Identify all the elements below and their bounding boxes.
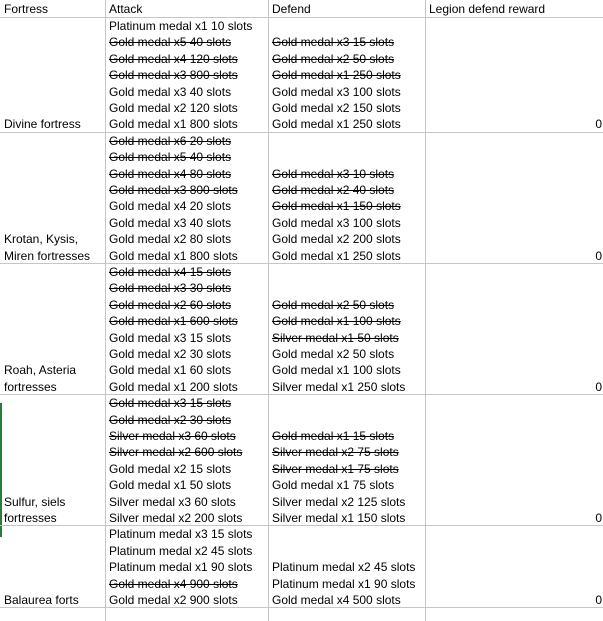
defend-cell[interactable]: Gold medal x3 15 slots xyxy=(272,35,395,50)
defend-cell[interactable]: Gold medal x2 50 slots xyxy=(272,347,395,361)
defend-cell[interactable]: Platinum medal x2 45 slots xyxy=(272,560,416,575)
defend-cell[interactable]: Gold medal x3 100 slots xyxy=(272,215,401,230)
attack-cell[interactable]: Gold medal x3 800 slots xyxy=(109,183,238,197)
defend-cell[interactable]: Gold medal x2 150 slots xyxy=(272,101,401,115)
fortress-name-cell[interactable]: Sulfur, siels xyxy=(4,494,66,509)
attack-cell[interactable]: Gold medal x2 15 slots xyxy=(109,461,232,476)
legion-defend-reward-cell[interactable]: 0 xyxy=(595,593,602,607)
defend-cell[interactable]: Gold medal x1 250 slots xyxy=(272,117,401,132)
attack-cell[interactable]: Gold medal x2 120 slots xyxy=(109,101,238,115)
attack-cell[interactable]: Platinum medal x1 90 slots xyxy=(109,560,253,575)
defend-cell[interactable]: Silver medal x1 75 slots xyxy=(272,461,399,476)
legion-defend-reward-cell[interactable]: 0 xyxy=(595,117,602,132)
attack-cell[interactable]: Platinum medal x3 15 slots xyxy=(109,527,253,542)
attack-cell[interactable]: Gold medal x2 80 slots xyxy=(109,232,232,247)
attack-cell[interactable]: Gold medal x6 20 slots xyxy=(109,133,232,148)
attack-cell[interactable]: Platinum medal x2 45 slots xyxy=(109,543,253,558)
fortress-name-cell[interactable]: Divine fortress xyxy=(4,117,81,132)
fortress-name-cell[interactable]: fortresses xyxy=(4,511,57,525)
defend-cell[interactable]: Gold medal x3 10 slots xyxy=(272,166,395,181)
defend-cell[interactable]: Gold medal x2 50 slots xyxy=(272,297,395,312)
attack-cell[interactable]: Gold medal x1 600 slots xyxy=(109,314,238,329)
defend-cell[interactable]: Gold medal x1 100 slots xyxy=(272,314,401,329)
attack-cell[interactable]: Gold medal x4 80 slots xyxy=(109,166,232,181)
attack-cell[interactable]: Gold medal x2 30 slots xyxy=(109,412,232,427)
attack-cell[interactable]: Gold medal x2 60 slots xyxy=(109,297,232,312)
attack-cell[interactable]: Gold medal x4 15 slots xyxy=(109,265,232,279)
defend-cell[interactable]: Silver medal x2 125 slots xyxy=(272,494,406,509)
defend-cell[interactable]: Gold medal x1 100 slots xyxy=(272,363,401,378)
row-divider xyxy=(0,525,603,526)
attack-cell[interactable]: Silver medal x3 60 slots xyxy=(109,429,236,443)
defend-cell[interactable]: Silver medal x2 75 slots xyxy=(272,445,399,460)
defend-cell[interactable]: Silver medal x1 250 slots xyxy=(272,379,406,394)
row-divider xyxy=(0,607,603,608)
row-divider xyxy=(0,263,603,264)
fortress-name-cell[interactable]: Krotan, Kysis, xyxy=(4,232,79,247)
defend-cell[interactable]: Gold medal x3 100 slots xyxy=(272,84,401,99)
attack-cell[interactable]: Gold medal x1 200 slots xyxy=(109,379,238,394)
attack-cell[interactable]: Gold medal x2 30 slots xyxy=(109,347,232,361)
defend-cell[interactable]: Gold medal x1 250 slots xyxy=(272,68,401,83)
column-divider xyxy=(105,0,106,621)
attack-cell[interactable]: Gold medal x1 800 slots xyxy=(109,248,238,263)
attack-cell[interactable]: Silver medal x3 60 slots xyxy=(109,494,236,509)
selection-edge xyxy=(0,403,2,537)
attack-cell[interactable]: Gold medal x4 900 slots xyxy=(109,576,238,591)
legion-defend-reward-cell[interactable]: 0 xyxy=(595,248,602,263)
legion-defend-reward-cell[interactable]: 0 xyxy=(595,511,602,525)
defend-cell[interactable]: Gold medal x2 200 slots xyxy=(272,232,401,247)
column-header-fortress[interactable]: Fortress xyxy=(4,2,49,16)
attack-cell[interactable]: Gold medal x5 40 slots xyxy=(109,35,232,50)
defend-cell[interactable]: Gold medal x4 500 slots xyxy=(272,593,401,607)
attack-cell[interactable]: Gold medal x3 800 slots xyxy=(109,68,238,83)
attack-cell[interactable]: Platinum medal x1 10 slots xyxy=(109,19,253,33)
column-divider xyxy=(425,0,426,621)
defend-cell[interactable]: Gold medal x2 40 slots xyxy=(272,183,395,197)
attack-cell[interactable]: Silver medal x2 600 slots xyxy=(109,445,243,460)
fortress-name-cell[interactable]: Roah, Asteria xyxy=(4,363,77,378)
column-header-legion-defend-reward[interactable]: Legion defend reward xyxy=(429,2,546,16)
attack-cell[interactable]: Gold medal x4 120 slots xyxy=(109,51,238,66)
column-header-attack[interactable]: Attack xyxy=(109,2,143,16)
defend-cell[interactable]: Silver medal x1 50 slots xyxy=(272,330,399,345)
attack-cell[interactable]: Gold medal x2 900 slots xyxy=(109,593,238,607)
attack-cell[interactable]: Silver medal x2 200 slots xyxy=(109,511,243,525)
attack-cell[interactable]: Gold medal x1 50 slots xyxy=(109,478,232,493)
defend-cell[interactable]: Gold medal x1 15 slots xyxy=(272,429,395,443)
defend-cell[interactable]: Gold medal x1 250 slots xyxy=(272,248,401,263)
fortress-name-cell[interactable]: Balaurea forts xyxy=(4,593,79,607)
fortress-name-cell[interactable]: Miren fortresses xyxy=(4,248,91,263)
attack-cell[interactable]: Gold medal x3 30 slots xyxy=(109,281,232,296)
row-divider xyxy=(0,394,603,395)
attack-cell[interactable]: Gold medal x1 800 slots xyxy=(109,117,238,132)
column-divider xyxy=(268,0,269,621)
row-divider xyxy=(0,132,603,133)
defend-cell[interactable]: Silver medal x1 150 slots xyxy=(272,511,406,525)
legion-defend-reward-cell[interactable]: 0 xyxy=(595,379,602,394)
attack-cell[interactable]: Gold medal x3 40 slots xyxy=(109,84,232,99)
defend-cell[interactable]: Gold medal x1 150 slots xyxy=(272,199,401,214)
attack-cell[interactable]: Gold medal x1 60 slots xyxy=(109,363,232,378)
defend-cell[interactable]: Gold medal x2 50 slots xyxy=(272,51,395,66)
fortress-name-cell[interactable]: fortresses xyxy=(4,379,57,394)
attack-cell[interactable]: Gold medal x3 15 slots xyxy=(109,330,232,345)
attack-cell[interactable]: Gold medal x4 20 slots xyxy=(109,199,232,214)
defend-cell[interactable]: Gold medal x1 75 slots xyxy=(272,478,395,493)
column-header-defend[interactable]: Defend xyxy=(272,2,311,16)
attack-cell[interactable]: Gold medal x3 15 slots xyxy=(109,396,232,411)
defend-cell[interactable]: Platinum medal x1 90 slots xyxy=(272,576,416,591)
attack-cell[interactable]: Gold medal x3 40 slots xyxy=(109,215,232,230)
attack-cell[interactable]: Gold medal x5 40 slots xyxy=(109,150,232,165)
